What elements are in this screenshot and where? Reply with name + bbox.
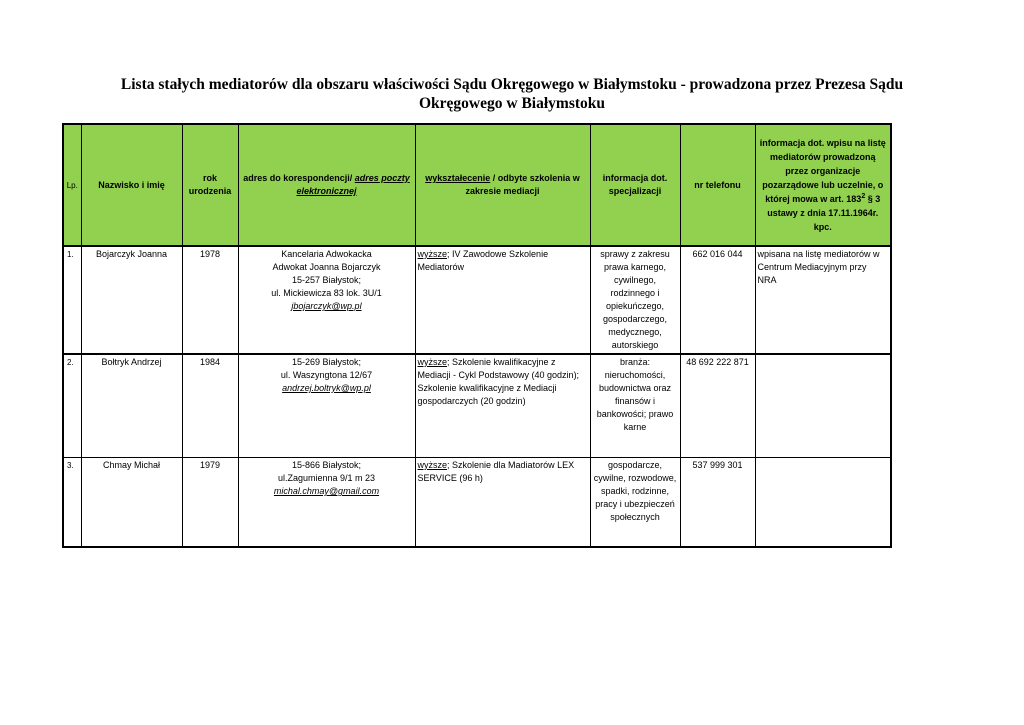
row-birth-year: 1979 <box>182 458 238 548</box>
row-education <box>415 354 590 458</box>
title-line-2: Okręgowego w Białymstoku <box>419 95 605 112</box>
header-ngo-info-sup: 2 <box>861 193 866 200</box>
table-row <box>63 458 891 548</box>
table-row <box>63 246 891 354</box>
address-line: ul.Zagumienna 9/1 m 23 <box>277 473 376 483</box>
education-level: wyższe <box>417 249 448 259</box>
row-specialization: sprawy z zakresu prawa karnego, cywilnego, rodzinnego i opiekuńczego, gospodarczego, medycznego, autorskiego <box>590 246 680 354</box>
row-ngo-info <box>755 458 891 548</box>
header-ngo-info-part2: § 3 ustawy z dnia 17.11.1964r. kpc. <box>767 194 881 232</box>
title-line-1: Lista stałych mediatorów dla obszaru właściwości Sądu Okręgowego w Białymstoku - prowadzona przez Prezesa Sądu <box>120 76 904 93</box>
header-address-label: adres do korespondencji/ <box>243 173 355 183</box>
row-name: Bojarczyk Joanna <box>81 246 182 354</box>
header-phone: nr telefonu <box>680 124 755 246</box>
email-link[interactable]: andrzej.boltryk@wp.pl <box>282 383 371 393</box>
row-address <box>238 458 415 548</box>
education-level: wyższe <box>417 357 448 367</box>
table-header-row <box>63 124 891 246</box>
header-email-label: adres poczty elektronicznej <box>296 173 410 196</box>
header-spec-line2: specjalizacji <box>608 186 662 196</box>
row-name: Bołtryk Andrzej <box>81 354 182 458</box>
email-link[interactable]: jbojarczyk@wp.pl <box>291 301 362 311</box>
row-address <box>238 354 415 458</box>
row-phone: 48 692 222 871 <box>680 354 755 458</box>
header-birth-year-line2: urodzenia <box>188 186 232 196</box>
header-birth-year-line1: rok <box>202 173 217 183</box>
row-ngo-info: wpisana na listę mediatorów w Centrum Mediacyjnym przy NRA <box>755 246 891 354</box>
row-phone: 537 999 301 <box>680 458 755 548</box>
row-birth-year: 1984 <box>182 354 238 458</box>
address-line: Kancelaria Adwokacka <box>281 249 372 259</box>
row-education <box>415 246 590 354</box>
education-level: wyższe <box>417 460 448 470</box>
education-details: ; Szkolenie dla Madiatorów LEX SERVICE (96 h) <box>417 460 575 483</box>
row-ngo-info <box>755 354 891 458</box>
page-title <box>0 75 1024 113</box>
row-birth-year: 1978 <box>182 246 238 354</box>
email-link[interactable]: michal.chmay@gmail.com <box>273 486 380 496</box>
address-line: 15-269 Białystok; <box>291 357 362 367</box>
row-address <box>238 246 415 354</box>
address-line: ul. Mickiewicza 83 lok. 3U/1 <box>271 288 382 298</box>
education-details: ; IV Zawodowe Szkolenie Mediatorów <box>417 249 549 272</box>
mediators-table <box>62 123 892 548</box>
education-details: ; Szkolenie kwalifikacyjne z Mediacji - Cykl Podstawowy (40 godzin); Szkolenie kwalifikacyjne z Mediacji gospodarczych (20 godzin) <box>417 357 580 406</box>
header-specialization <box>590 124 680 246</box>
address-line: Adwokat Joanna Bojarczyk <box>272 262 381 272</box>
header-name: Nazwisko i imię <box>81 124 182 246</box>
row-name: Chmay Michał <box>81 458 182 548</box>
row-lp: 2. <box>63 354 81 458</box>
row-lp: 1. <box>63 246 81 354</box>
header-spec-line1: informacja dot. <box>602 173 668 183</box>
header-ngo-info <box>755 124 891 246</box>
header-ngo-info-part1: informacja dot. wpisu na listę mediatorów prowadzoną przez organizacje pozarządowe lub uczelnie, o której mowa w art. 183 <box>759 138 886 204</box>
header-education-rest: / odbyte szkolenia w zakresie mediacji <box>465 173 580 196</box>
address-line: ul. Waszyngtona 12/67 <box>280 370 373 380</box>
header-education <box>415 124 590 246</box>
row-phone: 662 016 044 <box>680 246 755 354</box>
table-row <box>63 354 891 458</box>
header-address <box>238 124 415 246</box>
header-birth-year <box>182 124 238 246</box>
row-lp: 3. <box>63 458 81 548</box>
row-specialization: gospodarcze, cywilne, rozwodowe, spadki, rodzinne, pracy i ubezpieczeń społecznych <box>590 458 680 548</box>
address-line: 15-257 Białystok; <box>291 275 362 285</box>
row-education <box>415 458 590 548</box>
address-line: 15-866 Białystok; <box>291 460 362 470</box>
row-specialization: branża: nieruchomości, budownictwa oraz finansów i bankowości; prawo karne <box>590 354 680 458</box>
header-lp: Lp. <box>63 124 81 246</box>
header-education-underlined: wykształecenie <box>425 173 491 183</box>
